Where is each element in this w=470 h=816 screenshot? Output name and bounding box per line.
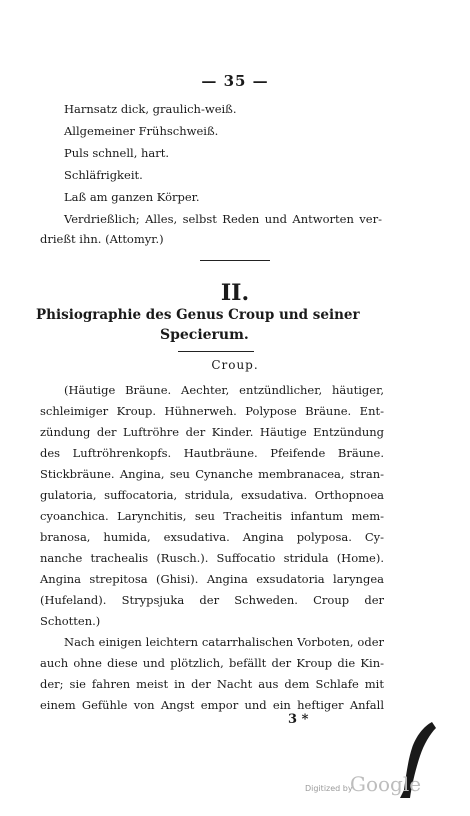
- section-title-line2: Specierum.: [160, 327, 249, 343]
- text-line: Laß am ganzen Körper.: [64, 190, 200, 204]
- page-number: 35: [223, 72, 247, 90]
- digitized-by-text: Digitized by: [305, 784, 353, 793]
- subheading: Croup.: [211, 358, 259, 372]
- body-line: (Hufeland). Strypsjuka der Schweden. Croup der: [40, 593, 384, 607]
- header-dash-left: —: [201, 72, 218, 90]
- section-title-line1: Phisiographie des Genus Croup und seiner: [36, 307, 360, 323]
- body-line: Nach einigen leichtern catarrhalischen Vorboten, oder: [64, 635, 384, 649]
- text-line: drießt ihn. (Attomyr.): [40, 232, 164, 246]
- section-divider-bottom: [178, 351, 254, 352]
- body-line: cyoanchica. Larynchitis, seu Tracheitis infantum mem-: [40, 509, 384, 523]
- body-line: zündung der Luftröhre der Kinder. Häutige Entzündung: [40, 425, 384, 439]
- body-line: des Luftröhrenkopfs. Hautbräune. Pfeifende Bräune.: [40, 446, 384, 460]
- section-numeral: II.: [220, 280, 250, 306]
- text-line: Harnsatz dick, graulich-weiß.: [64, 102, 237, 116]
- text-line: Schläfrigkeit.: [64, 168, 143, 182]
- text-line: Puls schnell, hart.: [64, 146, 170, 160]
- header-dash-right: —: [252, 72, 269, 90]
- signature-mark: 3 *: [288, 712, 309, 727]
- page-header: [0, 72, 470, 90]
- body-line: branosa, humida, exsudativa. Angina polyposa. Cy-: [40, 530, 384, 544]
- body-line: Schotten.): [40, 614, 101, 628]
- body-line: der; sie fahren meist in der Nacht aus dem Schlafe mit: [40, 677, 384, 691]
- section-divider-top: [200, 260, 270, 261]
- body-line: gulatoria, suffocatoria, stridula, exsudativa. Orthopnoea: [40, 488, 384, 502]
- google-logo-watermark: Google: [350, 772, 422, 796]
- body-line: nanche trachealis (Rusch.). Suffocatio stridula (Home).: [40, 551, 384, 565]
- body-line: einem Gefühle von Angst empor und ein heftiger Anfall: [40, 698, 384, 712]
- text-line: Verdrießlich; Alles, selbst Reden und Antworten ver-: [64, 212, 382, 226]
- body-line: auch ohne diese und plötzlich, befällt der Kroup die Kin-: [40, 656, 384, 670]
- text-line: Allgemeiner Frühschweiß.: [64, 124, 219, 138]
- body-line: (Häutige Bräune. Aechter, entzündlicher, häutiger,: [64, 383, 384, 397]
- body-line: schleimiger Kroup. Hühnerweh. Polypose Bräune. Ent-: [40, 404, 384, 418]
- body-line: Angina strepitosa (Ghisi). Angina exsudatoria laryngea: [40, 572, 384, 586]
- body-line: Stickbräune. Angina, seu Cynanche membranacea, stran-: [40, 467, 384, 481]
